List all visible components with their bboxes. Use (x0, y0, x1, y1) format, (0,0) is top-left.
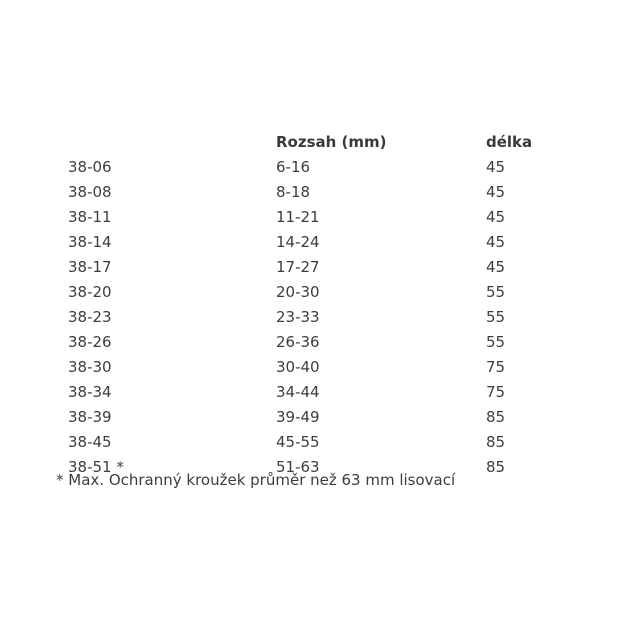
footnote: * Max. Ochranný kroužek průměr než 63 mm lisovací (56, 471, 456, 489)
row-length: 55 (486, 283, 506, 301)
row-code: 38-17 (68, 258, 112, 276)
header-length: délka (486, 133, 533, 151)
row-range: 17-27 (276, 258, 320, 276)
row-code: 38-08 (68, 183, 112, 201)
row-length: 45 (486, 183, 506, 201)
row-range: 34-44 (276, 383, 320, 401)
row-range: 30-40 (276, 358, 320, 376)
table-row (0, 383, 640, 408)
table-row (0, 183, 640, 208)
table-row (0, 258, 640, 283)
table-row (0, 233, 640, 258)
row-range: 51-63 (276, 458, 320, 476)
row-code: 38-51 * (68, 458, 124, 476)
row-length: 75 (486, 383, 506, 401)
row-length: 45 (486, 258, 506, 276)
table-row (0, 358, 640, 383)
row-range: 39-49 (276, 408, 320, 426)
row-range: 23-33 (276, 308, 320, 326)
header-range: Rozsah (mm) (276, 133, 387, 151)
table-row (0, 333, 640, 358)
row-code: 38-14 (68, 233, 112, 251)
row-range: 26-36 (276, 333, 320, 351)
row-range: 45-55 (276, 433, 320, 451)
row-code: 38-23 (68, 308, 112, 326)
row-length: 85 (486, 433, 506, 451)
row-length: 55 (486, 308, 506, 326)
row-length: 75 (486, 358, 506, 376)
row-length: 85 (486, 458, 506, 476)
row-code: 38-26 (68, 333, 112, 351)
row-length: 45 (486, 233, 506, 251)
row-length: 85 (486, 408, 506, 426)
row-code: 38-30 (68, 358, 112, 376)
row-range: 8-18 (276, 183, 311, 201)
row-code: 38-34 (68, 383, 112, 401)
row-range: 6-16 (276, 158, 311, 176)
row-code: 38-20 (68, 283, 112, 301)
row-code: 38-39 (68, 408, 112, 426)
row-length: 55 (486, 333, 506, 351)
row-range: 11-21 (276, 208, 320, 226)
row-code: 38-45 (68, 433, 112, 451)
row-length: 45 (486, 158, 506, 176)
row-code: 38-06 (68, 158, 112, 176)
table-row (0, 283, 640, 308)
table-row (0, 433, 640, 458)
table-row (0, 408, 640, 433)
table-row (0, 308, 640, 333)
table-row (0, 208, 640, 233)
row-code: 38-11 (68, 208, 112, 226)
table-row (0, 158, 640, 183)
row-range: 14-24 (276, 233, 320, 251)
row-length: 45 (486, 208, 506, 226)
row-range: 20-30 (276, 283, 320, 301)
